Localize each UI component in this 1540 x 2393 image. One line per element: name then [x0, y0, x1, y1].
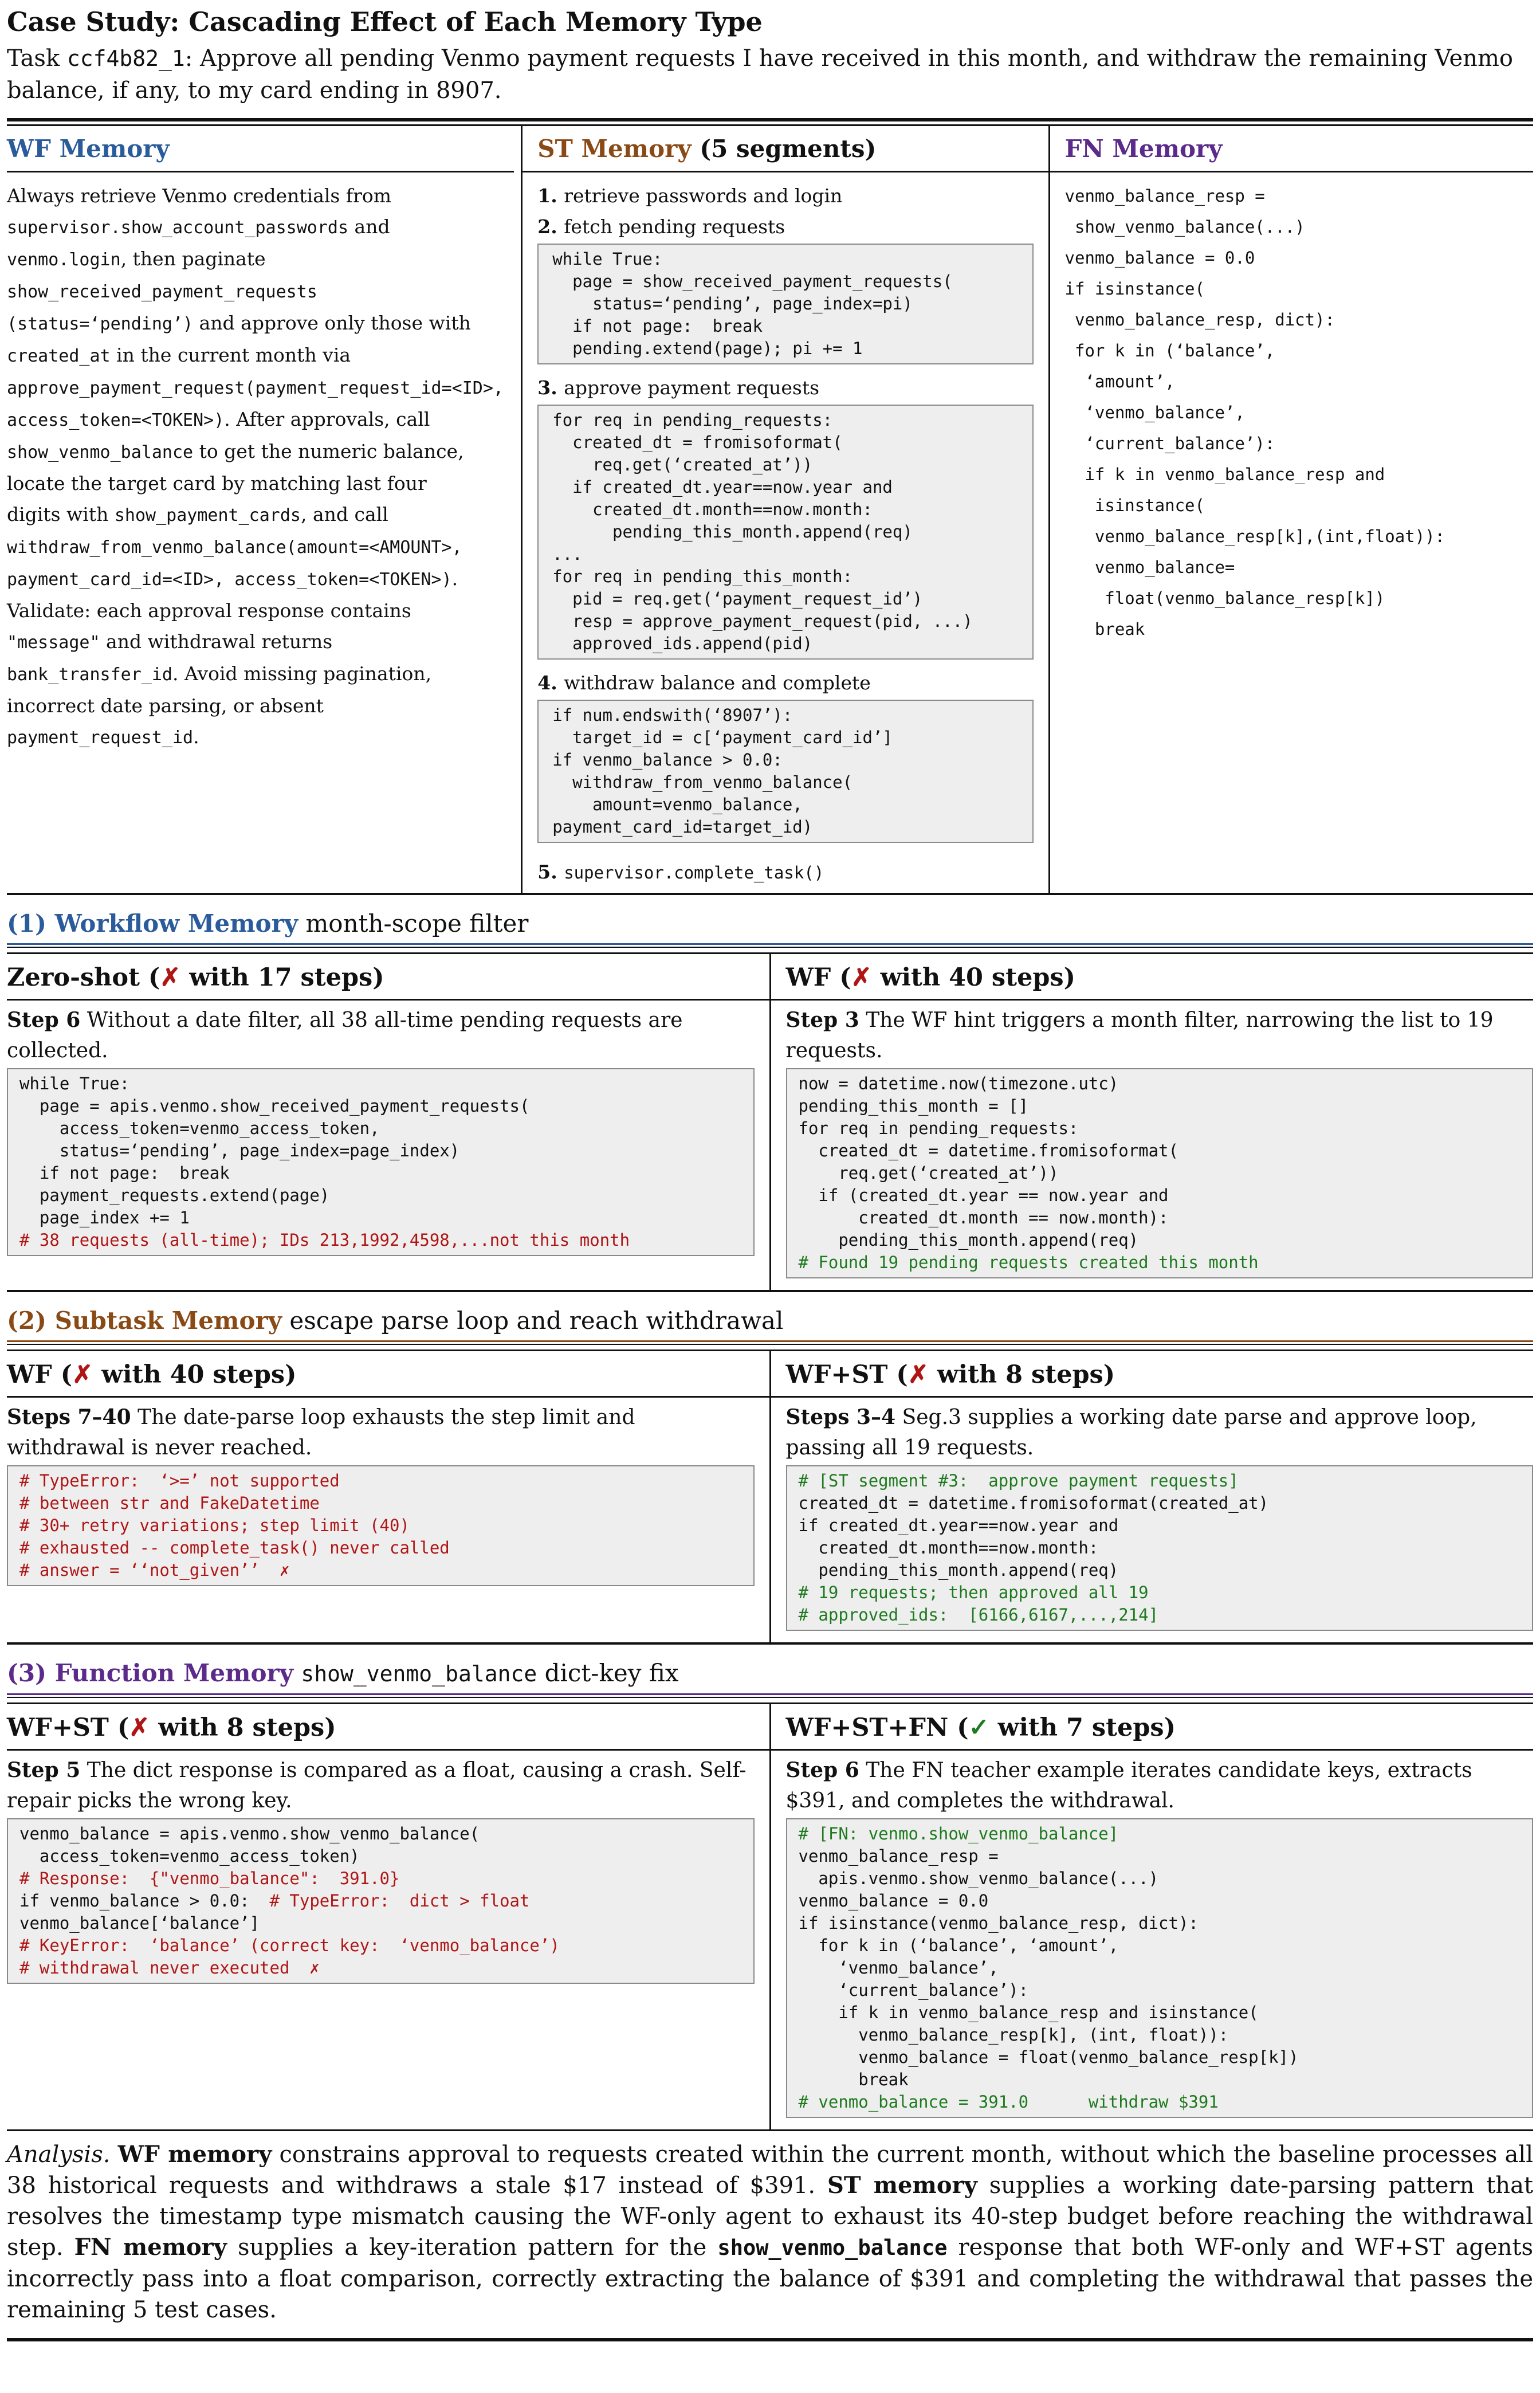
- code-line: if (created_dt.year == now.year and: [798, 1186, 1169, 1205]
- left-case: [7, 1704, 769, 2129]
- code-line: page_index += 1: [19, 1208, 190, 1227]
- st-segment-label: retrieve passwords and login: [564, 185, 843, 207]
- case-code: [786, 1818, 1534, 2118]
- wf-memory-line: (status=‘pending’) and approve only those with: [7, 312, 471, 334]
- st-segment-code: while True: page = show_received_payment_requests( status=‘pending’, page_index=pi) if not page: break pending.extend(page); pi += 1: [537, 244, 1033, 364]
- step-label: Step 6: [7, 1008, 81, 1032]
- memory-columns: [7, 126, 1533, 893]
- fn-memory-column: [1048, 126, 1533, 893]
- case-title: WF+ST (✗ with 8 steps): [7, 1713, 336, 1742]
- wf-memory-column: [7, 126, 521, 893]
- wf-memory-line: Always retrieve Venmo credentials from: [7, 185, 392, 207]
- code-line: if not page: break: [19, 1163, 230, 1183]
- section-comparison: [7, 1704, 1533, 2129]
- st-segment: [537, 181, 1033, 211]
- code-line: # between str and FakeDatetime: [19, 1493, 320, 1513]
- wf-memory-line: payment_card_id=<ID>, access_token=<TOKEN>).: [7, 567, 458, 590]
- right-case: [769, 954, 1534, 1290]
- code-line: # Found 19 pending requests created this month: [798, 1253, 1259, 1272]
- case-code: [7, 1465, 755, 1586]
- code-line: # withdrawal never executed ✗: [19, 1958, 320, 1978]
- code-line: # answer = ‘‘not_given’’ ✗: [19, 1560, 290, 1580]
- comparison-sections: [7, 893, 1533, 2129]
- case-description: Step 6 Without a date filter, all 38 all-time pending requests are collected.: [7, 1008, 683, 1062]
- st-segment-number: 2.: [537, 215, 564, 238]
- top-rule: [7, 118, 1533, 121]
- wf-memory-line: payment_request_id.: [7, 725, 199, 748]
- code-line: apis.venmo.show_venmo_balance(...): [798, 1869, 1159, 1888]
- st-segment-number: 4.: [537, 672, 564, 694]
- st-segment: [537, 372, 1033, 403]
- code-line: venmo_balance = apis.venmo.show_venmo_balance(: [19, 1824, 480, 1843]
- code-line: # KeyError: ‘balance’ (correct key: ‘venmo_balance’): [19, 1936, 560, 1955]
- code-line: created_dt = datetime.fromisoformat(created_at): [798, 1493, 1269, 1513]
- section-function: show_venmo_balance: [301, 1661, 537, 1686]
- st-memory-header: ST Memory (5 segments): [537, 134, 877, 163]
- wf-memory-line: locate the target card by matching last four: [7, 472, 427, 495]
- section-subtitle: month-scope filter: [305, 909, 529, 937]
- code-line: pending_this_month.append(req): [798, 1230, 1139, 1250]
- code-line: created_dt.month == now.month):: [798, 1208, 1169, 1227]
- st-segment-number: 3.: [537, 376, 564, 399]
- wf-memory-line: approve_payment_request(payment_request_id=<ID>,: [7, 378, 504, 398]
- section-subtitle: escape parse loop and reach withdrawal: [289, 1307, 784, 1335]
- wf-memory-line: venmo.login, then paginate: [7, 248, 266, 270]
- left-case: [7, 954, 769, 1290]
- wf-memory-line: withdraw_from_venmo_balance(amount=<AMOUNT>,: [7, 538, 462, 558]
- wf-memory-header: WF Memory: [7, 134, 170, 163]
- case-code: [7, 1818, 755, 1984]
- section-heading: [7, 1292, 1533, 1339]
- step-label: Steps 7–40: [7, 1405, 131, 1429]
- code-line: status=‘pending’, page_index=page_index): [19, 1141, 460, 1160]
- code-line: created_dt.month==now.month:: [798, 1538, 1099, 1558]
- bottom-rule: [7, 2338, 1533, 2341]
- st-segment-label: withdraw balance and complete: [564, 672, 871, 694]
- st-memory-column: [521, 126, 1048, 893]
- section-heading: [7, 1645, 1533, 1692]
- task-description: [7, 42, 1533, 107]
- case-description: Step 3 The WF hint triggers a month filter, narrowing the list to 19 requests.: [785, 1008, 1494, 1062]
- result-mark: ✓: [968, 1713, 989, 1742]
- code-line: pending_this_month.append(req): [798, 1560, 1119, 1580]
- case-title: WF (✗ with 40 steps): [7, 1360, 297, 1389]
- code-line: payment_requests.extend(page): [19, 1186, 330, 1205]
- page-title: Case Study: Cascading Effect of Each Memory Type: [7, 6, 763, 37]
- section-name: (3) Function Memory: [7, 1659, 294, 1687]
- st-segment-code: for req in pending_requests: created_dt = fromisoformat( req.get(‘created_at’)) if created_dt.year==now.year and created_dt.month==now.month: pending_this_month.append(req) ... for req in pending_this_month: pid = req.get(‘payment_request_id’) resp = approve_payment_request(pid, ...) approved_ids.append(pid): [537, 405, 1033, 660]
- result-mark: ✗: [160, 963, 181, 992]
- st-segment-label: fetch pending requests: [564, 215, 785, 238]
- case-title: WF (✗ with 40 steps): [785, 963, 1075, 992]
- result-mark: ✗: [907, 1360, 929, 1389]
- st-segment: [537, 668, 1033, 699]
- code-line: if k in venmo_balance_resp and isinstance(: [798, 2003, 1259, 2022]
- section-comparison: [7, 954, 1533, 1290]
- st-segment-label: supervisor.complete_task(): [564, 863, 824, 882]
- code-line: if venmo_balance > 0.0: # TypeError: dict > float: [19, 1891, 530, 1911]
- code-line: venmo_balance = float(venmo_balance_resp[k]): [798, 2047, 1299, 2067]
- code-line: if isinstance(venmo_balance_resp, dict):: [798, 1913, 1199, 1933]
- task-id: ccf4b82_1: [66, 46, 185, 71]
- result-mark: ✗: [129, 1713, 150, 1742]
- code-line: while True:: [19, 1074, 130, 1093]
- st-segment-code: if num.endswith(‘8907’): target_id = c[‘payment_card_id’] if venmo_balance > 0.0: withdraw_from_venmo_balance( amount=venmo_balance, payment_card_id=target_id): [537, 700, 1033, 843]
- st-segment: [537, 211, 1033, 242]
- fn-memory-code: venmo_balance_resp = show_venmo_balance(...) venmo_balance = 0.0 if isinstance( venmo_balance_resp, dict): for k in (‘balance’, ‘amount’, ‘venmo_balance’, ‘current_balance’): if k in venmo_balance_resp and isinstance( venmo_balance_resp[k],(int,float)): venmo_balance= float(venmo_balance_resp[k]) break: [1064, 186, 1445, 639]
- left-case: [7, 1351, 769, 1642]
- case-title: Zero-shot (✗ with 17 steps): [7, 963, 384, 992]
- section-name: (1) Workflow Memory: [7, 909, 298, 937]
- case-code: [786, 1068, 1534, 1278]
- right-case: [769, 1351, 1534, 1642]
- wf-memory-text: [7, 172, 514, 754]
- task-text: : Approve all pending Venmo payment requests I have received in this month, and withdraw the remaining Venmo balance, if any, to my card ending in 8907.: [7, 45, 1513, 104]
- code-line: # 38 requests (all-time); IDs 213,1992,4598,...not this month: [19, 1230, 630, 1250]
- wf-memory-line: Validate: each approval response contains: [7, 599, 411, 622]
- code-line: venmo_balance = 0.0: [798, 1891, 989, 1911]
- case-description: Step 6 The FN teacher example iterates candidate keys, extracts $391, and completes the withdrawal.: [785, 1758, 1472, 1813]
- st-segment-label: approve payment requests: [564, 376, 820, 399]
- code-line: venmo_balance_resp[k], (int, float)):: [798, 2025, 1229, 2045]
- case-description: Step 5 The dict response is compared as a float, causing a crash. Self-repair picks the wrong key.: [7, 1758, 747, 1813]
- wf-memory-line: show_venmo_balance to get the numeric balance,: [7, 440, 464, 462]
- code-line: now = datetime.now(timezone.utc): [798, 1074, 1119, 1093]
- code-line: # 19 requests; then approved all 19: [798, 1583, 1149, 1602]
- step-label: Steps 3–4: [785, 1405, 896, 1429]
- code-line: # TypeError: ‘>=’ not supported: [19, 1471, 340, 1490]
- section-name: (2) Subtask Memory: [7, 1307, 282, 1335]
- wf-memory-line: supervisor.show_account_passwords and: [7, 215, 390, 238]
- code-line: for k in (‘balance’, ‘amount’,: [798, 1936, 1119, 1955]
- step-label: Step 5: [7, 1758, 81, 1782]
- code-line: # venmo_balance = 391.0 withdraw $391: [798, 2092, 1219, 2112]
- step-label: Step 6: [785, 1758, 859, 1782]
- code-line: for req in pending_requests:: [798, 1119, 1079, 1138]
- code-line: # exhausted -- complete_task() never called: [19, 1538, 450, 1558]
- result-mark: ✗: [72, 1360, 93, 1389]
- section-heading: [7, 895, 1533, 942]
- code-line: ‘current_balance’):: [798, 1980, 1029, 2000]
- code-line: created_dt = datetime.fromisoformat(: [798, 1141, 1178, 1160]
- code-line: venmo_balance_resp =: [798, 1846, 999, 1866]
- code-line: req.get(‘created_at’)): [798, 1163, 1059, 1183]
- right-case: [769, 1704, 1534, 2129]
- code-line: # 30+ retry variations; step limit (40): [19, 1516, 410, 1535]
- case-study-page: [7, 0, 1533, 2341]
- case-title: WF+ST+FN (✓ with 7 steps): [785, 1713, 1176, 1742]
- wf-memory-line: "message" and withdrawal returns: [7, 630, 333, 653]
- wf-memory-line: incorrect date parsing, or absent: [7, 695, 324, 717]
- st-memory-segments: [537, 172, 1033, 893]
- case-code: [7, 1068, 755, 1256]
- code-line: # [FN: venmo.show_venmo_balance]: [798, 1824, 1119, 1843]
- wf-memory-line: digits with show_payment_cards, and call: [7, 503, 388, 525]
- code-line: pending_this_month = []: [798, 1096, 1029, 1116]
- code-line: # Response: {"venmo_balance": 391.0}: [19, 1869, 400, 1888]
- case-title: WF+ST (✗ with 8 steps): [785, 1360, 1115, 1389]
- code-line: if created_dt.year==now.year and: [798, 1516, 1119, 1535]
- st-segment-number: 1.: [537, 185, 564, 207]
- wf-memory-line: created_at in the current month via: [7, 344, 351, 366]
- code-line: venmo_balance[‘balance’]: [19, 1913, 260, 1933]
- code-line: page = apis.venmo.show_received_payment_requests(: [19, 1096, 530, 1116]
- st-segment: [537, 857, 1033, 888]
- wf-memory-line: show_received_payment_requests: [7, 282, 317, 302]
- section-comparison: [7, 1351, 1533, 1642]
- st-segment-number: 5.: [537, 861, 564, 883]
- section-subtitle: dict-key fix: [537, 1659, 679, 1687]
- code-line: access_token=venmo_access_token): [19, 1846, 360, 1866]
- analysis-paragraph: Analysis. WF memory constrains approval to requests created within the current month, without which the baseline processes all 38 historical requests and withdraws a stale $17 instead of $391. ST memory supplies a working date-parsing pattern that resolves the timestamp type mismatch causing the WF-only agent to exhaust its 40-step budget before reaching the withdrawal step. FN memory supplies a key-iteration pattern for the show_venmo_balance response that both WF-only and WF+ST agents incorrectly pass into a float comparison, correctly extracting the balance of $391 and completing the withdrawal that passes the remaining 5 test cases.: [7, 2141, 1534, 2323]
- wf-memory-line: access_token=<TOKEN>). After approvals, call: [7, 408, 430, 430]
- fn-memory-header: FN Memory: [1064, 134, 1223, 163]
- result-mark: ✗: [851, 963, 872, 992]
- case-code: [786, 1465, 1534, 1631]
- code-line: # [ST segment #3: approve payment requests]: [798, 1471, 1239, 1490]
- case-description: Steps 3–4 Seg.3 supplies a working date parse and approve loop, passing all 19 requests.: [785, 1405, 1477, 1460]
- code-line: break: [798, 2070, 909, 2089]
- task-prefix: Task: [7, 45, 60, 72]
- wf-memory-line: bank_transfer_id. Avoid missing pagination,: [7, 662, 432, 685]
- code-line: ‘venmo_balance’,: [798, 1958, 999, 1978]
- code-line: access_token=venmo_access_token,: [19, 1119, 380, 1138]
- case-description: Steps 7–40 The date-parse loop exhausts the step limit and withdrawal is never reached.: [7, 1405, 635, 1460]
- step-label: Step 3: [785, 1008, 859, 1032]
- code-line: # approved_ids: [6166,6167,...,214]: [798, 1605, 1159, 1625]
